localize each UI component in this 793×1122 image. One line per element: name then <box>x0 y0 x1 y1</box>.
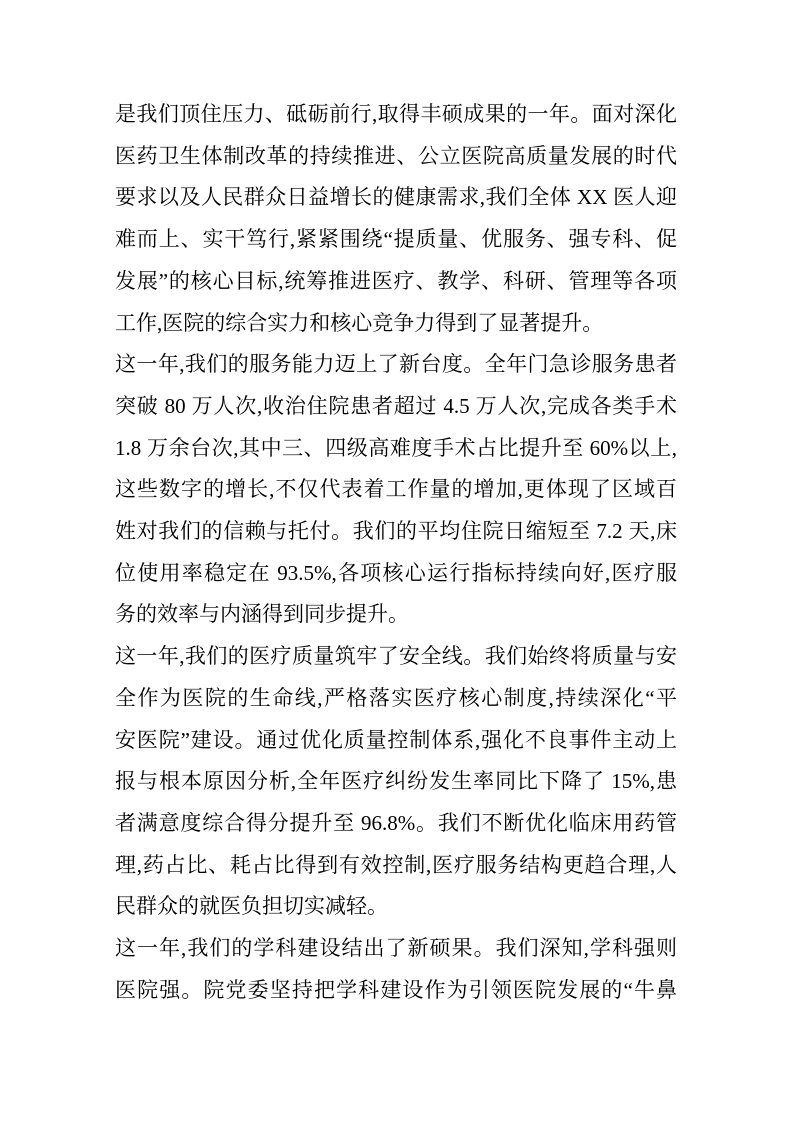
text-line: 工作,医院的综合实力和核心竞争力得到了显著提升。 <box>115 310 604 335</box>
text-line: 医药卫生体制改革的持续推进、公立医院高质量发展的时代 <box>115 143 677 168</box>
text-line: 民群众的就医负担切实减轻。 <box>115 894 388 919</box>
text-line: 这些数字的增长,不仅代表着工作量的增加,更体现了区域百 <box>115 477 677 502</box>
text-line: 务的效率与内涵得到同步提升。 <box>115 602 409 627</box>
text-line: 报与根本原因分析,全年医疗纠纷发生率同比下降了 15%,患 <box>115 769 677 794</box>
text-line: 这一年,我们的学科建设结出了新硕果。我们深知,学科强则 <box>115 936 677 961</box>
paragraph-3 <box>115 636 677 928</box>
text-line: 理,药占比、耗占比得到有效控制,医疗服务结构更趋合理,人 <box>115 852 677 877</box>
text-line: 是我们顶住压力、砥砺前行,取得丰硕成果的一年。面对深化 <box>115 102 677 126</box>
text-line: 难而上、实干笃行,紧紧围绕“提质量、优服务、强专科、促 <box>115 227 677 252</box>
text-line: 全作为医院的生命线,严格落实医疗核心制度,持续深化“平 <box>115 685 677 710</box>
text-line: 要求以及人民群众日益增长的健康需求,我们全体 XX 医人迎 <box>115 185 677 210</box>
text-line: 姓对我们的信赖与托付。我们的平均住院日缩短至 7.2 天,床 <box>115 519 677 544</box>
paragraph-2 <box>115 344 677 636</box>
text-line: 1.8 万余台次,其中三、四级高难度手术占比提升至 60%以上, <box>115 435 677 460</box>
text-line: 发展”的核心目标,统筹推进医疗、教学、科研、管理等各项 <box>115 268 677 293</box>
text-line: 这一年,我们的医疗质量筑牢了安全线。我们始终将质量与安 <box>115 644 677 669</box>
text-line: 医院强。院党委坚持把学科建设作为引领医院发展的“牛鼻 <box>115 977 677 1002</box>
paragraph-4 <box>115 928 677 1011</box>
document-body <box>115 94 677 1011</box>
text-line: 位使用率稳定在 93.5%,各项核心运行指标持续向好,医疗服 <box>115 560 677 585</box>
text-line: 安医院”建设。通过优化质量控制体系,强化不良事件主动上 <box>115 727 677 752</box>
text-line: 这一年,我们的服务能力迈上了新台度。全年门急诊服务患者 <box>115 352 677 377</box>
paragraph-1 <box>115 94 677 344</box>
text-line: 突破 80 万人次,收治住院患者超过 4.5 万人次,完成各类手术 <box>115 393 677 418</box>
text-line: 者满意度综合得分提升至 96.8%。我们不断优化临床用药管 <box>115 810 677 835</box>
